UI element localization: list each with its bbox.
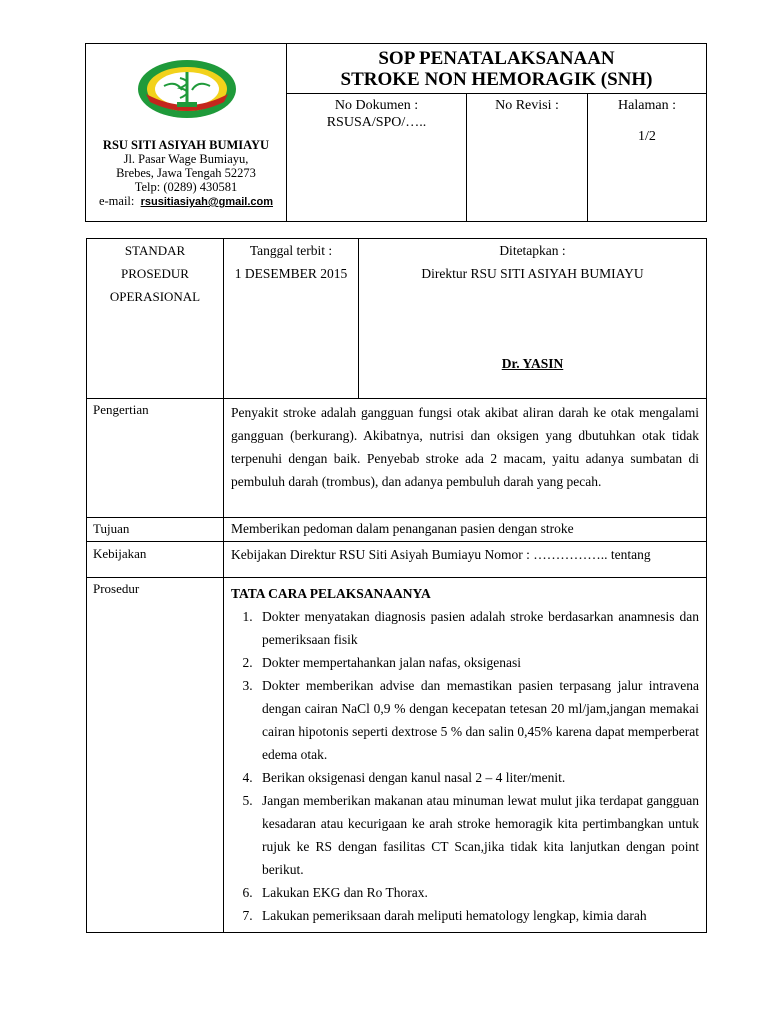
pengertian-text: Penyakit stroke adalah gangguan fungsi otak akibat aliran darah ke otak mengalami gangguan (berkurang). Akibatnya, nutrisi dan oksigen yang dbutuhkan otak tidak terpenuhi dengan baik. Penyebab stroke ada 2 macam, yaitu adanya sumbatan di pembuluh darah (trombus), dan adanya pembuluh darah yang pecah. xyxy=(231,405,699,489)
list-item: 6. Lakukan EKG dan Ro Thorax. xyxy=(256,881,699,904)
email-line xyxy=(86,194,286,209)
list-item: 7. Lakukan pemeriksaan darah meliputi hematology lengkap, kimia darah xyxy=(256,904,699,927)
pengertian-row xyxy=(87,399,706,518)
title-line-2: STROKE NON HEMORAGIK (SNH) xyxy=(340,69,653,90)
prosedur-label: Prosedur xyxy=(87,578,224,932)
pengertian-label: Pengertian xyxy=(87,399,224,517)
title-line-1: SOP PENATALAKSANAAN xyxy=(378,48,615,69)
sop-table xyxy=(86,238,707,933)
halaman-value: 1/2 xyxy=(638,129,656,144)
email-link[interactable]: rsusitiasiyah@gmail.com xyxy=(140,196,274,208)
hospital-name: RSU SITI ASIYAH BUMIAYU xyxy=(102,138,270,152)
list-item: 1. Dokter menyatakan diagnosis pasien adalah stroke berdasarkan anamnesis dan pemeriksaan fisik xyxy=(256,605,699,651)
list-item: 2. Dokter mempertahankan jalan nafas, oksigenasi xyxy=(256,651,699,674)
prosedur-content xyxy=(224,578,706,930)
address-line-1: Jl. Pasar Wage Bumiayu, xyxy=(123,152,249,166)
ditetapkan-label: Ditetapkan : xyxy=(499,243,566,258)
sop-info-row xyxy=(87,239,706,399)
prosedur-steps xyxy=(231,605,699,927)
hospital-logo-icon xyxy=(136,58,238,120)
kebijakan-text: Kebijakan Direktur RSU Siti Asiyah Bumiayu Nomor : …………….. tentang xyxy=(231,547,651,562)
prosedur-row xyxy=(87,578,706,932)
no-dokumen-cell xyxy=(287,94,467,221)
sop-label-line-1: STANDAR xyxy=(124,243,186,258)
prosedur-heading: TATA CARA PELAKSANAANYA xyxy=(231,586,431,601)
document-header xyxy=(85,43,707,222)
tujuan-text: Memberikan pedoman dalam penanganan pasien dengan stroke xyxy=(231,521,574,536)
sop-label-cell xyxy=(87,239,224,398)
halaman-cell xyxy=(588,94,706,221)
no-revisi-cell xyxy=(467,94,588,221)
address-line-2: Brebes, Jawa Tengah 52273 xyxy=(116,166,256,180)
list-item: 4. Berikan oksigenasi dengan kanul nasal 2 – 4 liter/menit. xyxy=(256,766,699,789)
hospital-info xyxy=(86,44,287,221)
email-label: e-mail: xyxy=(98,194,135,208)
document-title xyxy=(287,44,706,94)
sop-label-line-2: PROSEDUR xyxy=(121,266,189,281)
tanggal-label: Tanggal terbit : xyxy=(249,243,333,258)
kebijakan-row xyxy=(87,542,706,578)
ditetapkan-by: Direktur RSU SITI ASIYAH BUMIAYU xyxy=(421,266,644,281)
ditetapkan-cell xyxy=(359,239,706,398)
signatory-name: Dr. YASIN xyxy=(501,356,564,371)
no-dokumen-label: No Dokumen : xyxy=(334,98,419,113)
kebijakan-label: Kebijakan xyxy=(87,542,224,577)
hospital-address-block xyxy=(86,138,286,209)
no-revisi-label: No Revisi : xyxy=(495,98,559,113)
list-item: 3. Dokter memberikan advise dan memastikan pasien terpasang jalur intravena dengan cairan NaCl 0,9 % dengan kecepatan tetesan 20 ml/jam,jangan memakai cairan hipotonis seperti dextrose 5 % dan salin 0,45% karena dapat memperberat edema otak. xyxy=(256,674,699,766)
tanggal-cell xyxy=(224,239,359,398)
tujuan-label: Tujuan xyxy=(87,518,224,541)
no-dokumen-value: RSUSA/SPO/….. xyxy=(326,115,427,130)
tanggal-value: 1 DESEMBER 2015 xyxy=(234,266,348,281)
list-item: 5. Jangan memberikan makanan atau minuman lewat mulut jika terdapat gangguan kesadaran atau kecurigaan ke arah stroke hemoragik kita pertimbangkan untuk rujuk ke RS dengan fasilitas CT Scan,jika tidak kita lanjutkan dengan point berikut. xyxy=(256,789,699,881)
sop-label-line-3: OPERASIONAL xyxy=(109,289,201,304)
tujuan-row xyxy=(87,518,706,542)
halaman-label: Halaman : xyxy=(618,98,676,113)
phone-number: Telp: (0289) 430581 xyxy=(134,180,238,194)
